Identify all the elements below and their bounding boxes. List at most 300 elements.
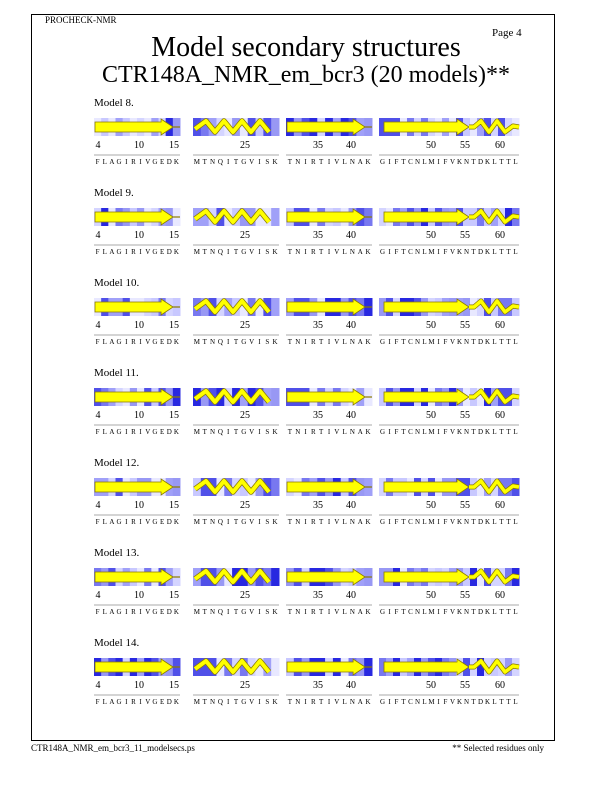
residue-letter: I [125,698,128,706]
residue-letter: N [295,698,301,706]
residue-shade [271,118,279,136]
residue-number: 25 [240,230,250,241]
residue-letter: T [287,698,293,706]
residue-letter: L [513,158,518,166]
residue-letter: A [109,248,115,256]
residue-letter: N [463,608,470,616]
residue-letter: I [327,608,331,616]
residue-letter: N [463,428,470,436]
residue-letter: I [388,248,391,256]
residue-number: 25 [240,500,250,511]
residue-letter: L [102,518,107,526]
residue-letter: L [102,428,107,436]
residue-letter: I [304,158,307,166]
residue-letter: L [342,338,347,346]
residue-letter: T [506,158,511,166]
residue-letter: T [499,698,504,706]
residue-letter: L [513,608,518,616]
residue-letter: L [513,518,518,526]
residue-letter: T [506,338,511,346]
residue-letter: I [227,518,230,526]
residue-number: 10 [134,140,144,151]
residue-letter: Q [217,608,223,616]
residue-letter: T [202,338,207,346]
residue-letter: N [349,698,355,706]
residue-letter: I [327,158,331,166]
residue-letter: T [471,338,476,346]
residue-letter: T [202,248,207,256]
residue-letter: G [116,428,122,436]
residue-letter: F [394,518,399,526]
residue-letter: D [477,518,484,526]
residue-letter: T [287,158,293,166]
residue-letter: T [319,158,324,166]
residue-number: 10 [134,230,144,241]
residue-letter: R [311,428,316,436]
residue-letter: I [437,338,440,346]
residue-letter: L [422,338,427,346]
residue-number: 40 [346,410,356,421]
residue-shade [271,478,279,496]
page-subtitle: CTR148A_NMR_em_bcr3 (20 models)** [102,62,510,88]
residue-letter: A [109,608,115,616]
residue-letter: K [272,338,278,346]
residue-letter: M [193,608,201,616]
residue-number: 50 [426,590,436,601]
residue-letter: I [327,338,331,346]
residue-number: 4 [95,500,101,511]
residue-number: 15 [169,320,179,331]
residue-letter: V [334,248,340,256]
residue-letter: K [484,428,491,436]
residue-letter: N [414,428,421,436]
residue-letter: V [249,518,255,526]
residue-number: 15 [169,680,179,691]
residue-letter: K [173,248,179,256]
residue-letter: I [139,608,142,616]
residue-letter: F [394,428,399,436]
residue-letter: G [379,338,386,346]
residue-shade [271,298,279,316]
residue-letter: K [456,158,463,166]
residue-letter: I [327,248,331,256]
residue-letter: L [492,608,497,616]
residue-letter: T [401,338,406,346]
model-label: Model 14. [94,637,140,649]
residue-letter: S [265,608,270,616]
residue-number: 10 [134,680,144,691]
residue-letter: T [202,428,207,436]
model-structure-row [0,208,612,268]
residue-letter: N [463,518,470,526]
residue-letter: L [342,518,347,526]
residue-number: 4 [95,320,101,331]
residue-number: 4 [95,410,101,421]
residue-letter: L [102,608,107,616]
residue-letter: V [334,158,340,166]
residue-letter: L [422,428,427,436]
residue-letter: K [456,698,463,706]
residue-letter: L [102,698,107,706]
residue-letter: G [116,518,122,526]
residue-number: 10 [134,320,144,331]
residue-letter: E [159,338,165,346]
residue-letter: I [437,698,440,706]
residue-letter: M [193,248,201,256]
residue-letter: V [249,338,255,346]
residue-letter: V [249,608,255,616]
residue-letter: G [379,158,386,166]
page-title: Model secondary structures [151,32,461,63]
residue-letter: G [241,338,247,346]
residue-letter: T [319,428,324,436]
residue-letter: I [304,338,307,346]
residue-number: 35 [313,500,323,511]
residue-letter: T [401,158,406,166]
residue-number: 50 [426,140,436,151]
residue-letter: D [166,428,172,436]
residue-letter: D [477,338,484,346]
residue-letter: T [287,518,293,526]
residue-letter: I [227,248,230,256]
residue-number: 55 [460,680,470,691]
residue-letter: T [401,428,406,436]
residue-letter: I [388,698,391,706]
residue-letter: G [241,608,247,616]
residue-number: 60 [495,500,505,511]
residue-letter: K [173,608,179,616]
residue-letter: D [477,428,484,436]
residue-number: 4 [95,140,101,151]
residue-letter: N [463,158,470,166]
residue-letter: V [334,338,340,346]
residue-letter: L [492,248,497,256]
residue-number: 4 [95,680,101,691]
residue-letter: V [334,428,340,436]
residue-number: 35 [313,320,323,331]
residue-number: 15 [169,230,179,241]
residue-letter: I [437,428,440,436]
residue-letter: K [456,338,463,346]
residue-letter: V [334,518,340,526]
residue-letter: K [456,608,463,616]
residue-number: 55 [460,140,470,151]
residue-letter: A [357,518,363,526]
residue-number: 55 [460,590,470,601]
residue-letter: I [437,608,440,616]
residue-letter: T [202,518,207,526]
residue-letter: I [258,248,261,256]
residue-letter: K [272,428,278,436]
residue-number: 50 [426,410,436,421]
residue-letter: C [408,698,413,706]
program-name: PROCHECK-NMR [45,15,117,25]
residue-letter: G [379,608,386,616]
footer-filename: CTR148A_NMR_em_bcr3_11_modelsecs.ps [31,743,195,753]
model-label: Model 11. [94,367,139,379]
residue-letter: I [258,518,261,526]
residue-letter: T [401,698,406,706]
residue-letter: K [272,158,278,166]
residue-letter: K [365,428,371,436]
residue-letter: D [477,698,484,706]
residue-number: 50 [426,680,436,691]
residue-letter: F [95,518,100,526]
residue-letter: I [139,518,142,526]
residue-shade [271,658,279,676]
residue-letter: N [414,518,421,526]
residue-letter: I [227,698,230,706]
residue-letter: G [379,518,386,526]
residue-letter: C [408,518,413,526]
residue-letter: G [379,698,386,706]
residue-letter: I [437,518,440,526]
residue-letter: G [152,698,158,706]
residue-letter: K [456,428,463,436]
residue-letter: R [311,158,316,166]
page-number: Page 4 [492,27,522,39]
residue-letter: V [449,698,456,706]
residue-letter: F [394,608,399,616]
residue-number: 35 [313,410,323,421]
residue-letter: K [173,338,179,346]
residue-letter: S [265,518,270,526]
residue-letter: D [166,608,172,616]
residue-letter: N [349,158,355,166]
residue-number: 25 [240,680,250,691]
residue-letter: T [499,158,504,166]
residue-letter: N [414,698,421,706]
residue-letter: I [304,518,307,526]
residue-letter: G [152,518,158,526]
residue-letter: L [342,158,347,166]
residue-letter: T [506,608,511,616]
residue-letter: T [233,158,239,166]
residue-number: 35 [313,590,323,601]
residue-letter: N [210,608,216,616]
residue-letter: I [139,338,142,346]
residue-letter: R [131,518,136,526]
residue-number: 25 [240,410,250,421]
residue-number: 55 [460,500,470,511]
residue-letter: V [249,158,255,166]
residue-letter: D [477,248,484,256]
residue-letter: R [131,698,136,706]
residue-letter: R [131,608,136,616]
residue-letter: N [349,248,355,256]
residue-letter: T [401,518,406,526]
residue-number: 35 [313,230,323,241]
residue-letter: I [227,158,230,166]
residue-letter: F [95,608,100,616]
residue-letter: K [173,518,179,526]
residue-number: 35 [313,140,323,151]
residue-letter: N [210,248,216,256]
residue-letter: F [394,158,399,166]
residue-letter: V [449,338,456,346]
residue-letter: I [388,158,391,166]
residue-letter: N [349,608,355,616]
residue-letter: N [463,338,470,346]
residue-letter: G [152,608,158,616]
residue-letter: L [492,428,497,436]
residue-letter: C [408,248,413,256]
residue-letter: D [166,518,172,526]
residue-letter: L [342,248,347,256]
residue-letter: A [109,428,115,436]
residue-letter: L [342,698,347,706]
residue-letter: T [233,518,239,526]
residue-letter: K [272,608,278,616]
residue-number: 40 [346,680,356,691]
residue-letter: M [193,428,201,436]
model-structure-row [0,568,612,628]
residue-letter: R [131,428,136,436]
residue-letter: K [272,518,278,526]
residue-letter: L [342,428,347,436]
residue-letter: L [492,158,497,166]
residue-letter: K [456,518,463,526]
residue-letter: N [295,518,301,526]
residue-letter: M [193,158,201,166]
residue-letter: T [202,608,207,616]
residue-number: 60 [495,140,505,151]
residue-letter: K [484,608,491,616]
residue-letter: K [272,248,278,256]
residue-letter: A [109,338,115,346]
residue-letter: K [365,338,371,346]
residue-number: 25 [240,590,250,601]
residue-letter: I [139,428,142,436]
residue-letter: V [145,248,151,256]
residue-letter: C [408,158,413,166]
residue-letter: N [295,608,301,616]
residue-letter: T [499,428,504,436]
footer-note: ** Selected residues only [452,743,544,753]
residue-letter: I [227,608,230,616]
residue-letter: I [388,518,391,526]
residue-letter: G [116,698,122,706]
residue-number: 40 [346,140,356,151]
residue-letter: N [210,428,216,436]
model-label: Model 13. [94,547,140,559]
residue-letter: G [379,248,386,256]
residue-letter: N [349,518,355,526]
residue-letter: R [311,338,316,346]
residue-letter: I [437,158,440,166]
model-structure-row [0,478,612,538]
residue-letter: M [428,158,435,166]
residue-shade [271,568,279,586]
residue-number: 40 [346,320,356,331]
residue-letter: F [394,248,399,256]
residue-letter: F [443,338,448,346]
residue-letter: L [492,338,497,346]
residue-letter: F [443,158,448,166]
residue-letter: V [449,428,456,436]
residue-letter: T [287,338,293,346]
residue-letter: G [152,338,158,346]
model-label: Model 12. [94,457,140,469]
residue-letter: V [249,248,255,256]
residue-letter: T [202,698,207,706]
residue-letter: F [443,608,448,616]
residue-letter: I [388,428,391,436]
residue-number: 25 [240,320,250,331]
residue-letter: L [422,698,427,706]
residue-letter: N [414,158,421,166]
model-label: Model 10. [94,277,140,289]
residue-number: 60 [495,320,505,331]
residue-letter: T [471,698,476,706]
residue-letter: N [210,158,216,166]
residue-letter: K [272,698,278,706]
residue-letter: L [102,338,107,346]
residue-letter: I [125,608,128,616]
residue-letter: D [166,698,172,706]
residue-letter: V [145,428,151,436]
residue-letter: I [125,158,128,166]
residue-letter: K [365,608,371,616]
residue-letter: F [443,248,448,256]
residue-letter: M [428,698,435,706]
residue-letter: I [304,248,307,256]
residue-number: 55 [460,410,470,421]
residue-letter: G [152,428,158,436]
residue-letter: N [210,338,216,346]
residue-letter: K [365,698,371,706]
residue-letter: M [428,338,435,346]
residue-number: 40 [346,230,356,241]
residue-number: 60 [495,410,505,421]
residue-letter: S [265,698,270,706]
residue-letter: I [304,428,307,436]
model-structure-row [0,658,612,718]
residue-letter: M [193,698,201,706]
residue-letter: T [233,428,239,436]
residue-number: 50 [426,320,436,331]
residue-letter: T [471,518,476,526]
residue-letter: T [499,248,504,256]
residue-letter: L [422,518,427,526]
residue-letter: V [249,698,255,706]
residue-letter: L [513,698,518,706]
residue-letter: I [388,608,391,616]
residue-letter: A [357,158,363,166]
residue-letter: I [125,338,128,346]
residue-letter: V [449,608,456,616]
residue-letter: T [499,518,504,526]
residue-letter: L [422,248,427,256]
residue-letter: A [357,338,363,346]
residue-number: 15 [169,500,179,511]
residue-letter: M [193,338,201,346]
residue-number: 40 [346,500,356,511]
residue-number: 60 [495,590,505,601]
residue-letter: G [241,248,247,256]
residue-letter: R [311,698,316,706]
residue-letter: I [258,428,261,436]
residue-letter: F [95,428,100,436]
residue-letter: L [102,158,107,166]
residue-letter: M [428,248,435,256]
residue-number: 55 [460,230,470,241]
residue-letter: T [401,248,406,256]
residue-number: 4 [95,590,101,601]
residue-letter: N [295,338,301,346]
residue-letter: N [463,248,470,256]
residue-letter: K [173,698,179,706]
